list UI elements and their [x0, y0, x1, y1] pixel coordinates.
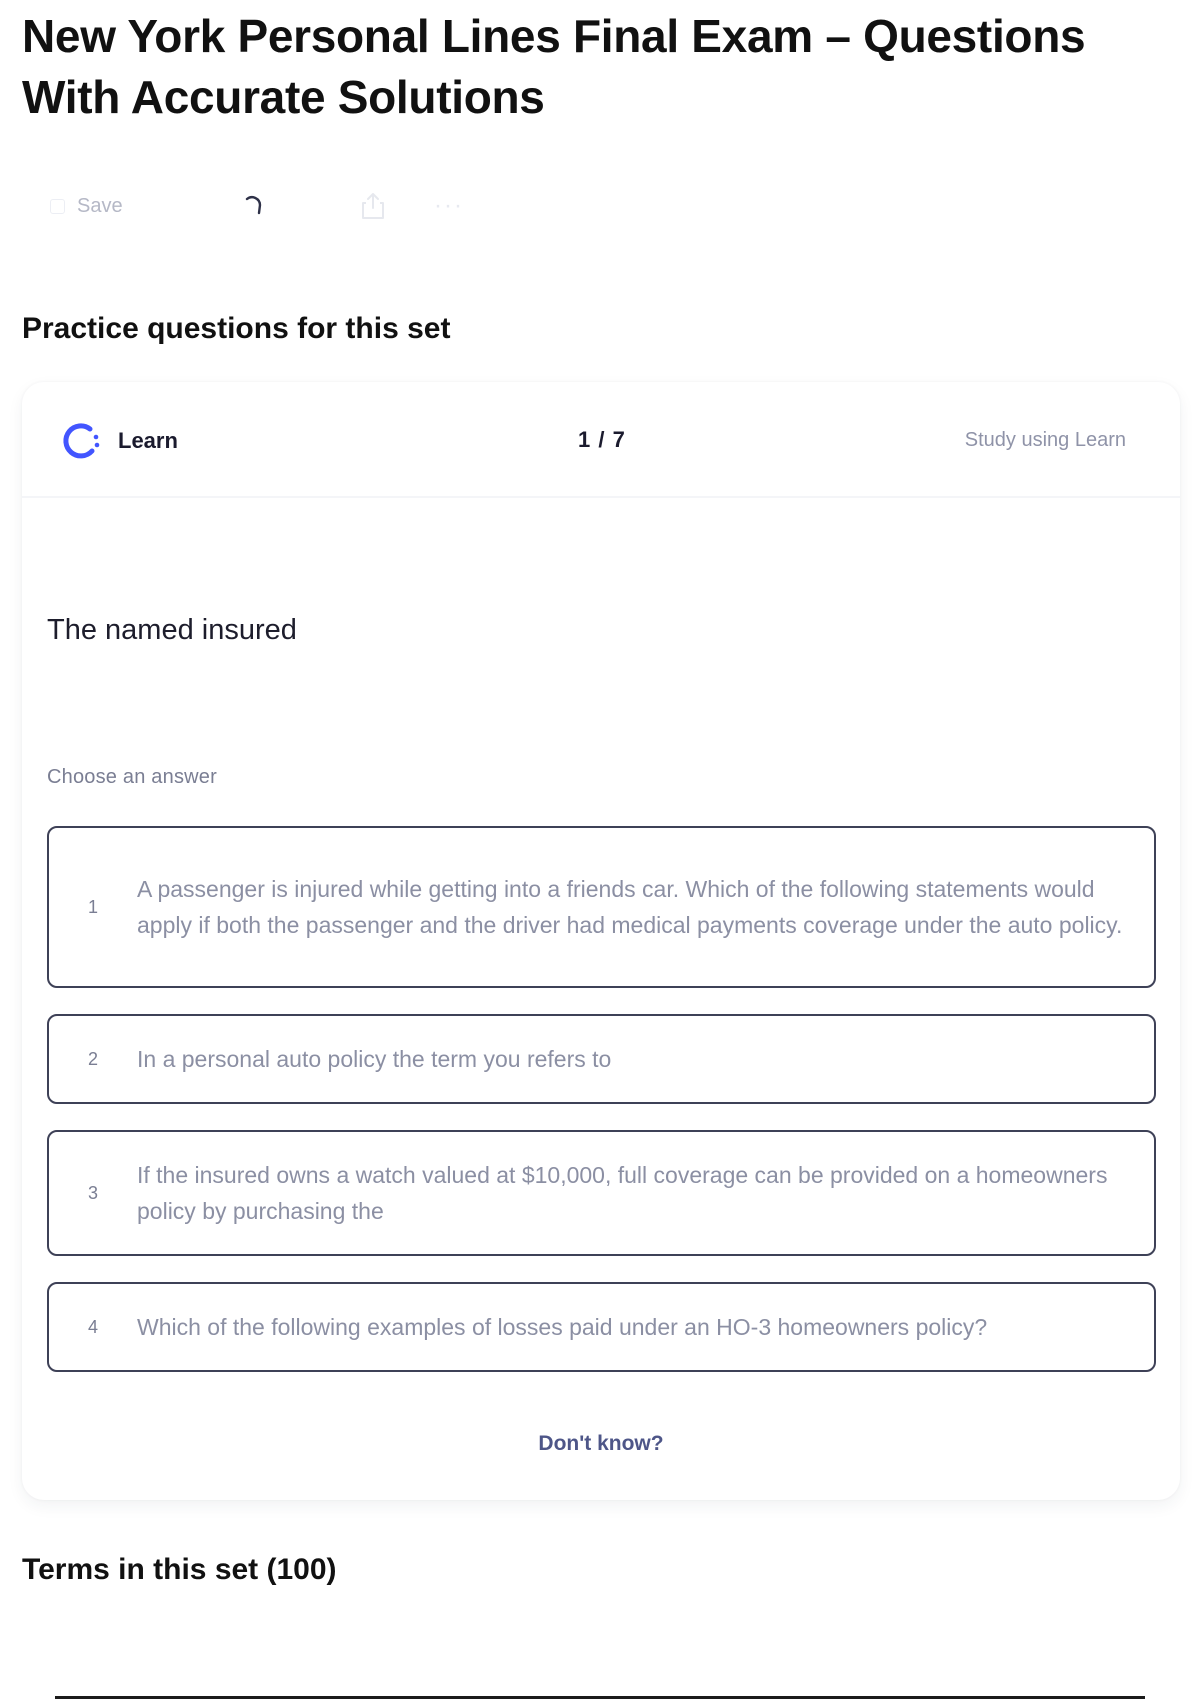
option-number: 1 [87, 896, 98, 917]
terms-heading: Terms in this set (100) [22, 1553, 337, 1586]
option-text: If the insured owns a watch valued at $10,000, full coverage can be provided on a homeowners policy by purchasing the [137, 1162, 1108, 1224]
option-number: 2 [87, 1048, 98, 1069]
save-label: Save [77, 194, 123, 217]
question-counter: 1 / 7 [578, 427, 626, 452]
option-text: A passenger is injured while getting into a friends car. Which of the following statements would apply if both the passenger and the driver had medical payments coverage under the auto policy. [137, 876, 1123, 938]
learn-icon [60, 420, 102, 462]
page-title: New York Personal Lines Final Exam – Questions With Accurate Solutions [22, 10, 1086, 123]
answer-option-4[interactable] [47, 1282, 1156, 1372]
question-prompt: The named insured [47, 614, 297, 646]
learn-mode [60, 420, 178, 462]
save-checkbox-icon [50, 199, 65, 214]
option-number: 3 [87, 1182, 98, 1203]
share-icon[interactable] [360, 188, 386, 224]
toolbar [50, 188, 490, 224]
learn-label: Learn [118, 428, 178, 453]
card-header [22, 382, 1180, 498]
choose-answer-label: Choose an answer [47, 766, 217, 788]
divider [55, 1696, 1145, 1699]
practice-card [22, 382, 1180, 1500]
option-text: In a personal auto policy the term you refers to [137, 1046, 612, 1072]
option-text: Which of the following examples of losses paid under an HO-3 homeowners policy? [137, 1314, 988, 1340]
save-button[interactable] [50, 188, 123, 224]
study-using-learn-link[interactable]: Study using Learn [964, 429, 1126, 451]
answer-option-1[interactable] [47, 826, 1156, 988]
practice-heading: Practice questions for this set [22, 312, 451, 345]
option-number: 4 [87, 1316, 98, 1337]
more-options-icon[interactable]: ··· [434, 192, 464, 219]
answer-option-2[interactable] [47, 1014, 1156, 1104]
loading-spinner-icon [240, 188, 266, 224]
dont-know-button[interactable]: Don't know? [538, 1432, 664, 1455]
answer-option-3[interactable] [47, 1130, 1156, 1256]
